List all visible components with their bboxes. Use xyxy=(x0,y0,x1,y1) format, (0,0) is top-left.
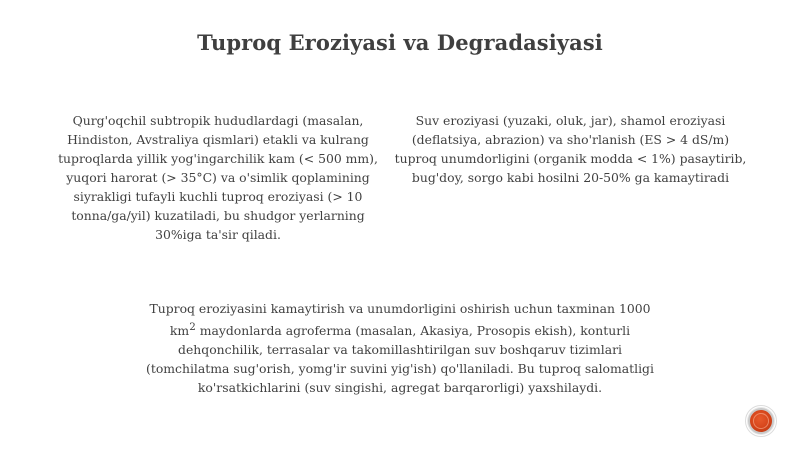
paragraph-bottom xyxy=(140,299,660,397)
next-slide-circle-icon[interactable] xyxy=(748,408,774,434)
paragraph-bottom-text-start: Tuproq eroziyasini kamaytirish va unumdorligini oshirish uchun taxminan 1000 km xyxy=(149,301,651,339)
paragraph-bottom-superscript: 2 xyxy=(189,321,196,333)
paragraph-left: Qurg'oqchil subtropik hududlardagi (masalan, Hindiston, Avstraliya qismlari) etakli va kulrang tuproqlarda yillik yog'ingarchilik kam (< 500 mm), yuqori harorat (> 35°C) va o'simlik qoplamining siyrakligi tufayli kuchli tuproq eroziyasi (> 10 tonna/ga/yil) kuzatiladi, bu shudgor yerlarning 30%iga ta'sir qiladi. xyxy=(58,113,378,242)
slide-title: Tuproq Eroziyasi va Degradasiyasi xyxy=(197,30,603,55)
paragraph-bottom-text-end: maydonlarda agroferma (masalan, Akasiya, Prosopis ekish), konturli dehqonchilik, terrasalar va takomillashtirilgan suv boshqaruv tizimlari (tomchilatma sug'orish, yomg'ir suvini yig'ish) qo'llaniladi. Bu tuproq salomatligi ko'rsatkichlarini (suv singishi, agregat barqarorligi) yaxshilaydi. xyxy=(146,323,654,396)
paragraph-right: Suv eroziyasi (yuzaki, oluk, jar), shamol eroziyasi (deflatsiya, abrazion) va sho'rlanish (ES > 4 dS/m) tuproq unumdorligini (organik modda < 1%) pasaytirib, bug'doy, sorgo kabi hosilni 20-50% ga kamaytiradi xyxy=(394,113,747,185)
